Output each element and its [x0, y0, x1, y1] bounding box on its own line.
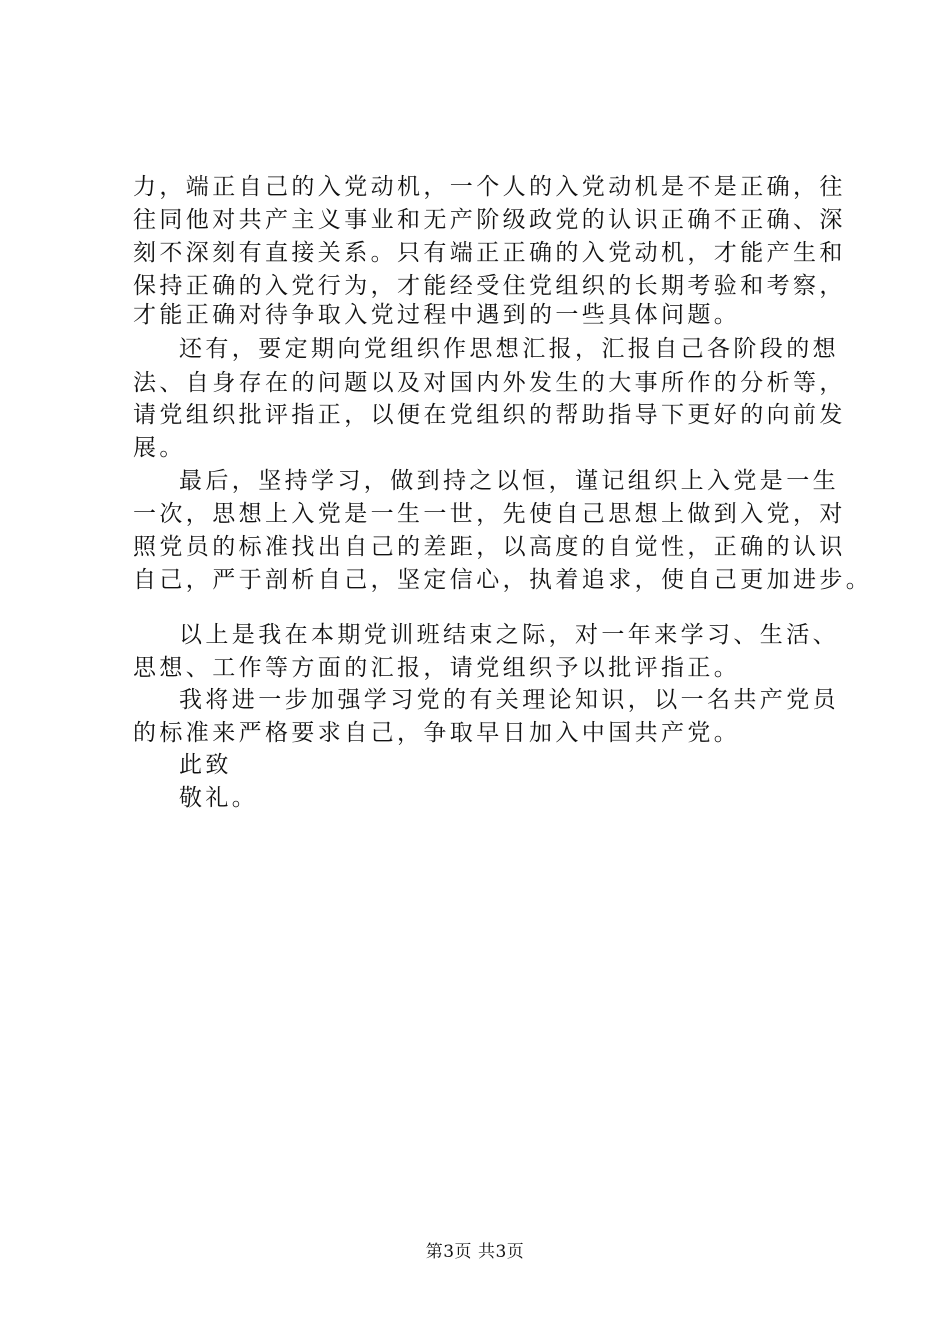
body-text-line: 保持正确的入党行为，才能经受住党组织的长期考验和考察，	[133, 273, 846, 299]
paragraph-start-line: 还有，要定期向党组织作思想汇报，汇报自己各阶段的想	[179, 336, 839, 362]
paragraph-start-line: 最后，坚持学习，做到持之以恒，谨记组织上入党是一生	[179, 468, 839, 494]
body-text-line: 才能正确对待争取入党过程中遇到的一些具体问题。	[133, 302, 741, 328]
body-text-line: 请党组织批评指正，以便在党组织的帮助指导下更好的向前发	[133, 402, 846, 428]
paragraph-start-line: 我将进一步加强学习党的有关理论知识，以一名共产党员	[179, 687, 839, 713]
body-text-line: 往同他对共产主义事业和无产阶级政党的认识正确不正确、深	[133, 207, 846, 233]
page-number-footer: 第3页 共3页	[425, 1242, 525, 1262]
body-text-line: 展。	[133, 435, 186, 461]
body-text-line: 力，端正自己的入党动机，一个人的入党动机是不是正确，往	[133, 174, 846, 200]
body-text-line: 思想、工作等方面的汇报，请党组织予以批评指正。	[133, 655, 741, 681]
body-text-line: 自己，严于剖析自己，坚定信心，执着追求，使自己更加进步。	[133, 567, 873, 593]
body-text-line: 刻不深刻有直接关系。只有端正正确的入党动机，才能产生和	[133, 240, 846, 266]
closing-regards: 敬礼。	[179, 785, 259, 811]
body-text-line: 照党员的标准找出自己的差距，以高度的自觉性，正确的认识	[133, 534, 846, 560]
closing-salutation: 此致	[179, 752, 232, 778]
body-text-line: 法、自身存在的问题以及对国内外发生的大事所作的分析等，	[133, 370, 846, 396]
paragraph-start-line: 以上是我在本期党训班结束之际，对一年来学习、生活、	[179, 622, 839, 648]
body-text-line: 的标准来严格要求自己，争取早日加入中国共产党。	[133, 720, 741, 746]
body-text-line: 一次，思想上入党是一生一世，先使自己思想上做到入党，对	[133, 501, 846, 527]
